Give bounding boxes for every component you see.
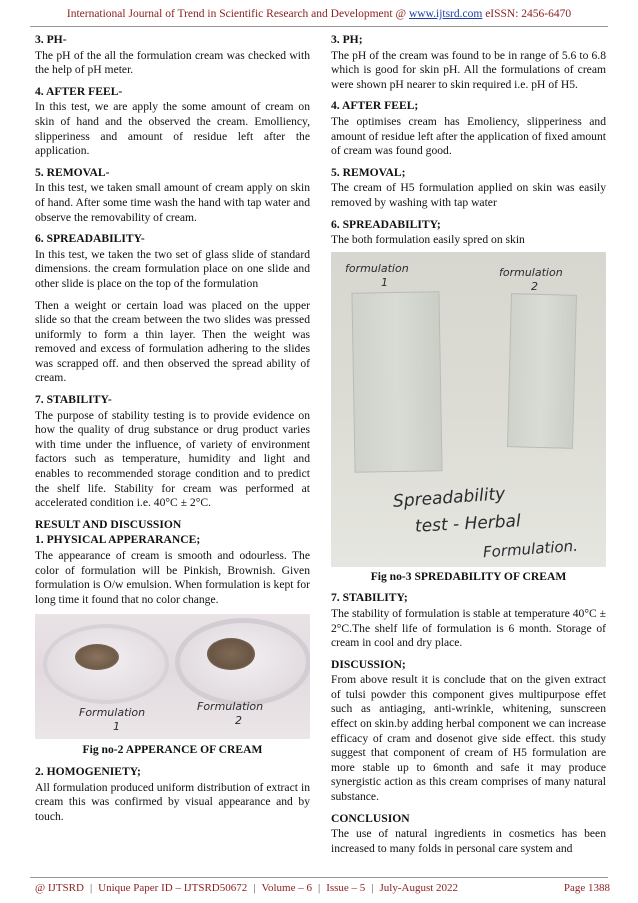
footer-divider <box>30 877 608 878</box>
note-line-3: Formulation. <box>482 536 579 562</box>
section-heading-after-feel: 4. AFTER FEEL- <box>35 84 123 98</box>
note-line-2: test - Herbal <box>414 510 522 537</box>
section-heading-physical-appearance: 1. PHYSICAL APPERARANCE; <box>35 533 201 547</box>
paragraph-homogeneity: All formulation produced uniform distribution of extract in cream this was confirmed by visual appearance and by touch. <box>35 780 310 823</box>
slide-label-formulation-2: formulation <box>499 265 563 279</box>
note-line-1: Spreadability <box>392 483 506 512</box>
slide-label-number-2: 2 <box>531 279 538 293</box>
result-paragraph-ph: The pH of the cream was found to be in range of 5.6 to 6.8 which is good for skin pH. All the formulations of cream were shown pH nearer to skin required i.e. pH of H5. <box>331 48 606 91</box>
result-heading-after-feel: 4. AFTER FEEL; <box>331 99 419 113</box>
running-footer: @ IJTSRD | Unique Paper ID – IJTSRD50672 | Volume – 6 | Issue – 5 | July-August 2022 Page 1388 <box>35 882 610 894</box>
paragraph-removal: In this test, we taken small amount of cream apply on skin of hand. After some time wash the hand with tap water and observe the removability of cream. <box>35 181 310 224</box>
result-paragraph-removal: The cream of H5 formulation applied on skin was easily removed by washing with tap water <box>331 181 606 209</box>
header-issn: eISSN: 2456-6470 <box>482 8 572 20</box>
right-column <box>331 33 606 863</box>
figure-3-caption: Fig no-3 SPREDABILITY OF CREAM <box>370 569 567 583</box>
footer-volume: Volume – 6 <box>261 882 312 894</box>
header-divider <box>30 26 608 27</box>
section-heading-result-discussion: RESULT AND DISCUSSION <box>35 517 182 531</box>
result-heading-stability: 7. STABILITY; <box>331 591 408 605</box>
header-website-link[interactable]: www.ijtsrd.com <box>408 8 483 20</box>
slide-label-formulation-1: formulation <box>345 261 409 275</box>
paragraph-discussion: From above result it is conclude that on the given extract of tulsi powder this component gives multipurpose effet such as antiaging, anti-wrinkle, whitening, sunscreen effect on skin.by adding herbal component we can increase efficacy of cram and dosenot give side effect. this study suggest that component of cream of H5 formulation are more stable up to 6month and safe it may produce synergistic action as this cream comprises of many natural substance. <box>331 673 606 804</box>
section-heading-homogeneity: 2. HOMOGENIETY; <box>35 764 141 778</box>
left-column <box>35 33 310 831</box>
footer-paper-id: Unique Paper ID – IJTSRD50672 <box>98 882 248 894</box>
header-journal-title: International Journal of Trend in Scientific Research and Development @ <box>66 8 409 20</box>
result-paragraph-spreadability: The both formulation easily spred on skin <box>331 233 525 247</box>
result-heading-spreadability: 6. SPREADABILITY; <box>331 217 441 231</box>
paragraph-spreadability-2: Then a weight or certain load was placed on the upper slide so that the cream between the two slides was pressed uniformly to form a thin layer. Then the weight was removed and excess of formulation adhering to the slides was scrapped off. and then observed the spread ability of cream. <box>35 298 310 385</box>
glass-slide-2 <box>507 293 577 449</box>
label-formulation-1: Formulation <box>79 706 146 720</box>
section-heading-spreadability: 6. SPREADABILITY- <box>35 232 145 246</box>
slide-label-number-1: 1 <box>381 275 388 289</box>
result-paragraph-stability: The stability of formulation is stable at temperature 40°C ± 2°C.The shelf life of formulation is 6 month. Storage of cream in cool and dry place. <box>331 606 606 650</box>
paragraph-stability: The purpose of stability testing is to provide evidence on how the quality of drug substance or drug product varies with time under the influence, of variety of environment factors such as temperature, humidity and light and enables to recommended storage condition and to predict the shelf life. Stability for cream was performed at accelerated condition i.e. 40°C ± 2°C. <box>35 408 310 510</box>
result-heading-ph: 3. PH; <box>331 33 363 46</box>
paragraph-conclusion: The use of natural ingredients in cosmetics has been increased to many folds in personal care system and <box>331 827 606 855</box>
section-heading-discussion: DISCUSSION; <box>331 657 406 671</box>
figure-2-appearance-photo <box>35 614 310 739</box>
paragraph-ph: The pH of the all the formulation cream was checked with the help of pH meter. <box>35 48 310 77</box>
glass-slide-1 <box>351 291 442 473</box>
section-heading-stability: 7. STABILITY- <box>35 393 112 407</box>
result-paragraph-after-feel: The optimises cream has Emoliency, slipperiness and amount of residue left after the application of fixed amount of cream was found good. <box>331 114 606 158</box>
section-heading-conclusion: CONCLUSION <box>331 811 410 825</box>
running-header <box>0 8 638 20</box>
footer-page-number: Page 1388 <box>563 882 610 894</box>
label-formulation-2: Formulation <box>197 700 264 714</box>
paragraph-after-feel: In this test, we are apply the some amount of cream on skin of hand and the observed the cream. Emolliency, slipperiness and amount of residue left after the application. <box>35 100 310 158</box>
figure-3-spreadability-photo <box>331 252 606 567</box>
footer-journal: @ IJTSRD <box>35 882 84 894</box>
paragraph-physical-appearance: The appearance of cream is smooth and odourless. The color of formulation will be Pinkish, Brownish. Given formulation is O/w emulsion. When formulation is kept for long time it found that no color change. <box>35 549 310 606</box>
label-number-2: 2 <box>235 714 242 728</box>
footer-issue: Issue – 5 <box>326 882 366 894</box>
section-heading-ph: 3. PH- <box>35 33 67 46</box>
label-number-1: 1 <box>113 720 120 734</box>
footer-date: July-August 2022 <box>379 882 459 894</box>
figure-2-caption: Fig no-2 APPERANCE OF CREAM <box>82 743 263 757</box>
section-heading-removal: 5. REMOVAL- <box>35 165 110 179</box>
result-heading-removal: 5. REMOVAL; <box>331 165 406 179</box>
paragraph-spreadability-1: In this test, we taken the two set of glass slide of standard dimensions. the cream formulation place on one slide and other slide is place on the top of the formulation <box>35 247 310 290</box>
